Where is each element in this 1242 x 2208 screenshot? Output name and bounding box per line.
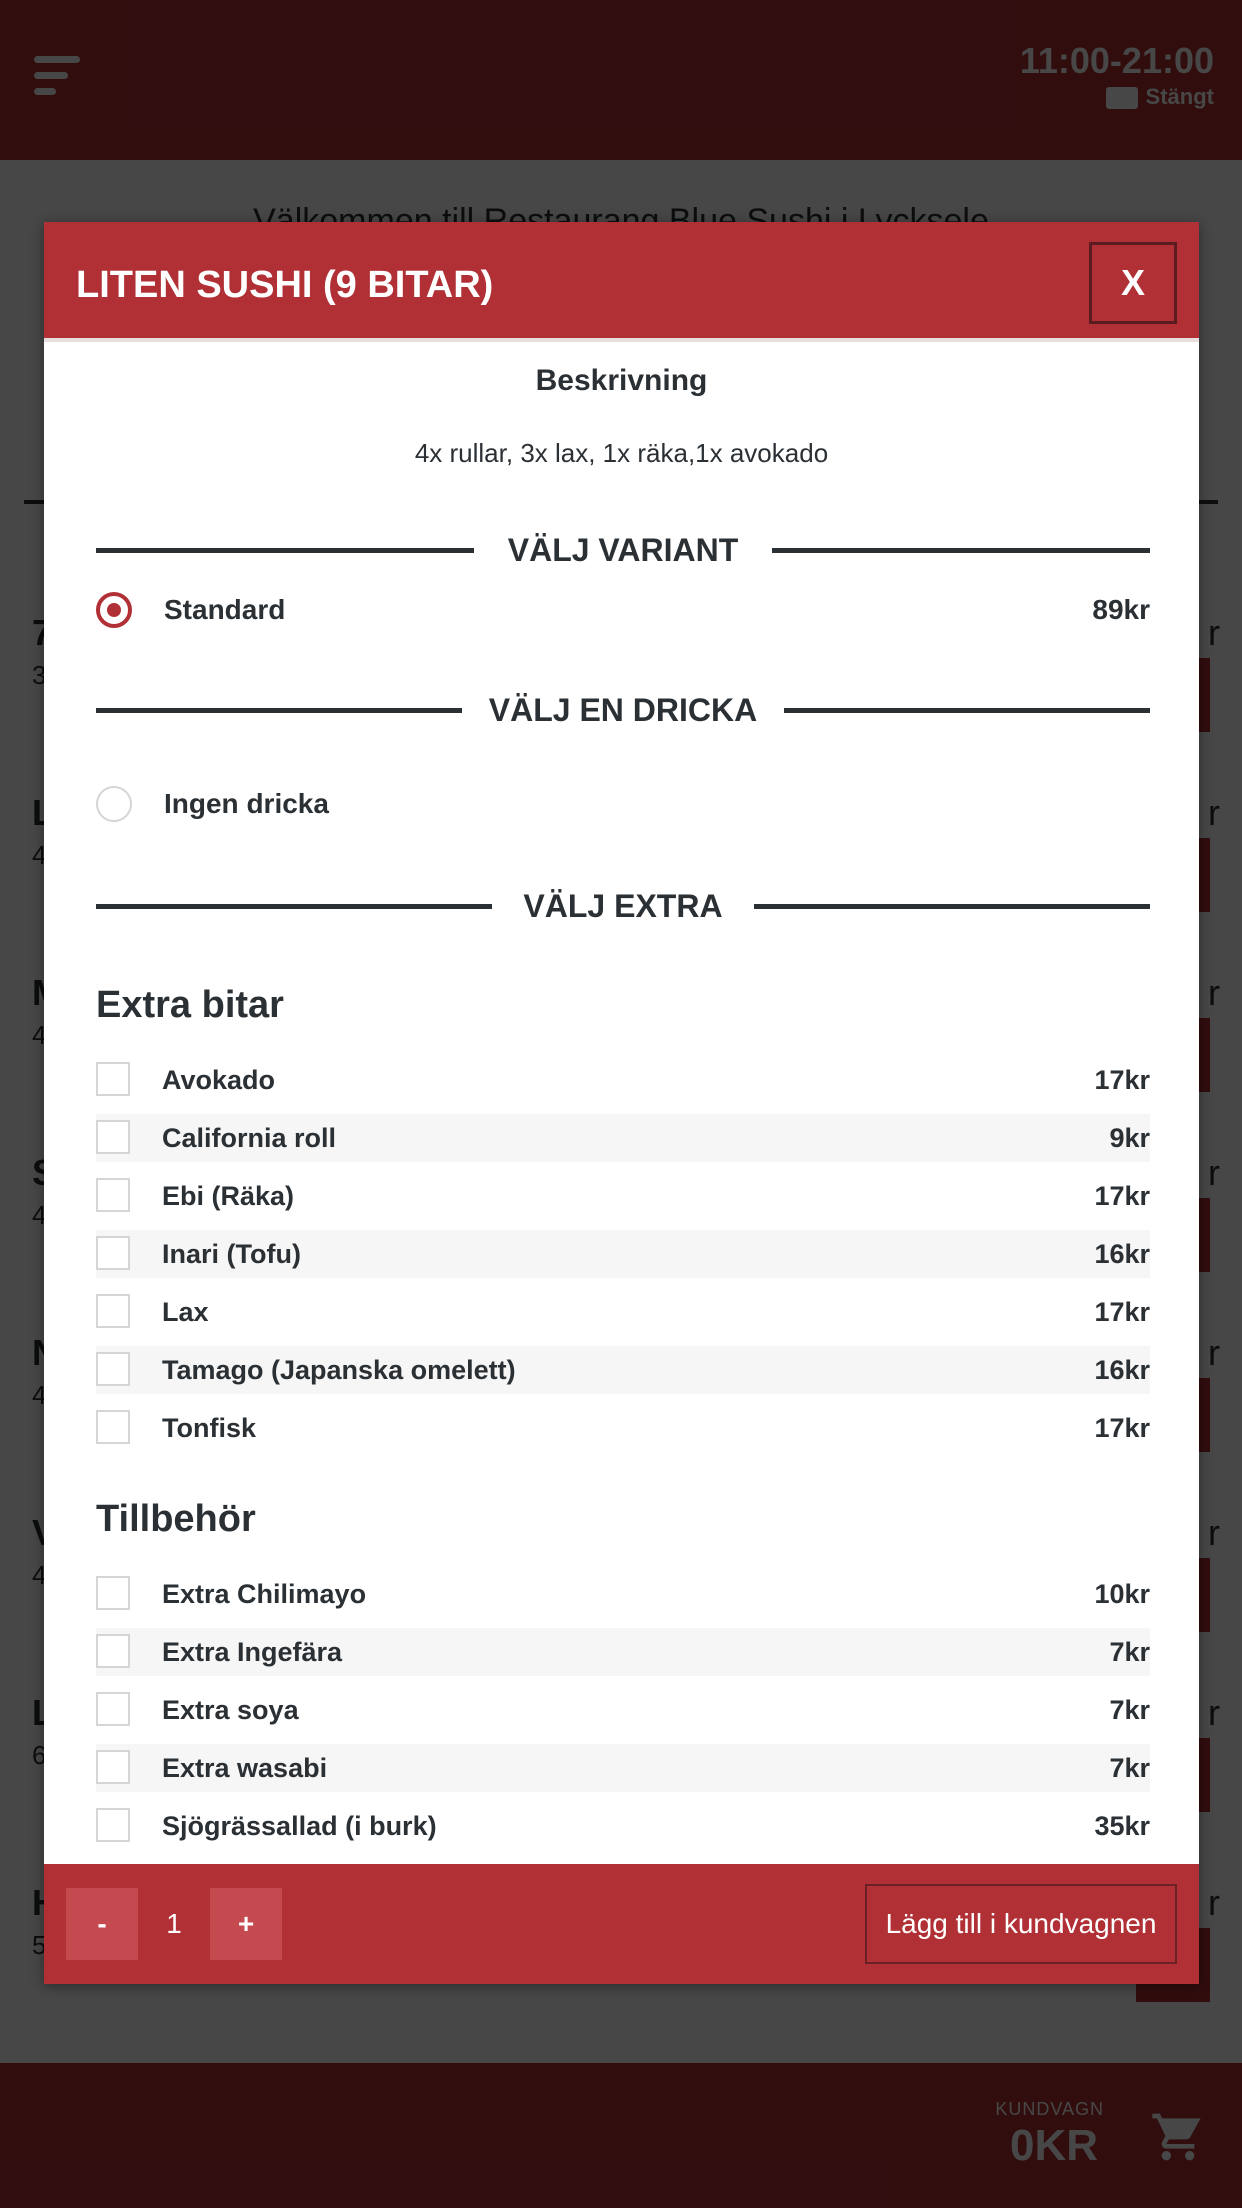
extra-option[interactable]: [96, 1114, 1150, 1162]
group-title-extra-bitar: Extra bitar: [96, 984, 284, 1026]
option-label: Extra Chilimayo: [162, 1579, 367, 1609]
option-price: 35kr: [1094, 1811, 1150, 1841]
radio-checked-icon[interactable]: [96, 592, 132, 628]
option-price: 17kr: [1094, 1297, 1150, 1327]
quantity-stepper: [66, 1888, 282, 1960]
extra-option[interactable]: [96, 1288, 1150, 1336]
quantity-value[interactable]: 1: [138, 1888, 210, 1960]
section-variant-label: VÄLJ VARIANT: [507, 532, 739, 568]
extra-option[interactable]: [96, 1230, 1150, 1278]
variant-price: 89kr: [1092, 594, 1150, 625]
extra-option[interactable]: [96, 1570, 1150, 1618]
checkbox[interactable]: [96, 1634, 130, 1668]
extra-option[interactable]: [96, 1744, 1150, 1792]
group-title-tillbehor: Tillbehör: [96, 1498, 256, 1540]
checkbox[interactable]: [96, 1808, 130, 1842]
radio-unchecked-icon[interactable]: [96, 786, 132, 822]
drink-option[interactable]: [96, 784, 1150, 828]
description-heading: Beskrivning: [535, 364, 708, 397]
option-price: 17kr: [1094, 1181, 1150, 1211]
checkbox[interactable]: [96, 1352, 130, 1386]
extra-option[interactable]: [96, 1404, 1150, 1452]
option-price: 10kr: [1094, 1579, 1150, 1609]
option-label: Sjögrässallad (i burk): [162, 1811, 437, 1841]
checkbox[interactable]: [96, 1576, 130, 1610]
section-drink-label: VÄLJ EN DRICKA: [488, 692, 758, 728]
product-modal: [44, 222, 1199, 1984]
option-price: 7kr: [1109, 1753, 1150, 1783]
option-label: Tamago (Japanska omelett): [162, 1355, 516, 1385]
section-extra-label: VÄLJ EXTRA: [523, 888, 723, 924]
add-to-cart-button[interactable]: Lägg till i kundvagnen: [865, 1884, 1177, 1964]
modal-footer: [44, 1864, 1199, 1984]
variant-option[interactable]: [96, 590, 1150, 634]
option-label: Ebi (Räka): [162, 1181, 295, 1211]
option-price: 16kr: [1094, 1239, 1150, 1269]
variant-label: Standard: [164, 594, 286, 625]
option-price: 17kr: [1094, 1413, 1150, 1443]
checkbox[interactable]: [96, 1120, 130, 1154]
option-label: Inari (Tofu): [162, 1239, 301, 1269]
modal-body[interactable]: [44, 342, 1199, 1864]
section-drink: [96, 690, 1150, 730]
option-price: 9kr: [1109, 1123, 1150, 1153]
option-label: Lax: [162, 1297, 209, 1327]
increase-quantity-button[interactable]: +: [237, 1908, 255, 1939]
drink-label: Ingen dricka: [164, 788, 329, 819]
extra-option[interactable]: [96, 1628, 1150, 1676]
option-label: Extra soya: [162, 1695, 299, 1725]
option-label: California roll: [162, 1123, 337, 1153]
modal-title: LITEN SUSHI (9 BITAR): [76, 264, 494, 306]
extra-option[interactable]: [96, 1056, 1150, 1104]
option-label: Extra Ingefära: [162, 1637, 343, 1667]
extra-option[interactable]: [96, 1346, 1150, 1394]
section-variant: [96, 530, 1150, 570]
option-label: Tonfisk: [162, 1413, 256, 1443]
checkbox[interactable]: [96, 1062, 130, 1096]
option-price: 16kr: [1094, 1355, 1150, 1385]
close-button[interactable]: X: [1089, 242, 1177, 324]
checkbox[interactable]: [96, 1410, 130, 1444]
modal-header: [44, 222, 1199, 342]
option-price: 7kr: [1109, 1695, 1150, 1725]
decrease-quantity-button[interactable]: -: [97, 1908, 107, 1939]
option-price: 17kr: [1094, 1065, 1150, 1095]
checkbox[interactable]: [96, 1236, 130, 1270]
checkbox[interactable]: [96, 1750, 130, 1784]
checkbox[interactable]: [96, 1178, 130, 1212]
option-label: Extra wasabi: [162, 1753, 328, 1783]
extra-option[interactable]: [96, 1686, 1150, 1734]
section-extra: [96, 886, 1150, 926]
option-price: 7kr: [1109, 1637, 1150, 1667]
extra-option[interactable]: [96, 1172, 1150, 1220]
extra-option[interactable]: [96, 1802, 1150, 1850]
option-label: Avokado: [162, 1065, 276, 1095]
description-text: 4x rullar, 3x lax, 1x räka,1x avokado: [414, 438, 829, 468]
checkbox[interactable]: [96, 1294, 130, 1328]
checkbox[interactable]: [96, 1692, 130, 1726]
